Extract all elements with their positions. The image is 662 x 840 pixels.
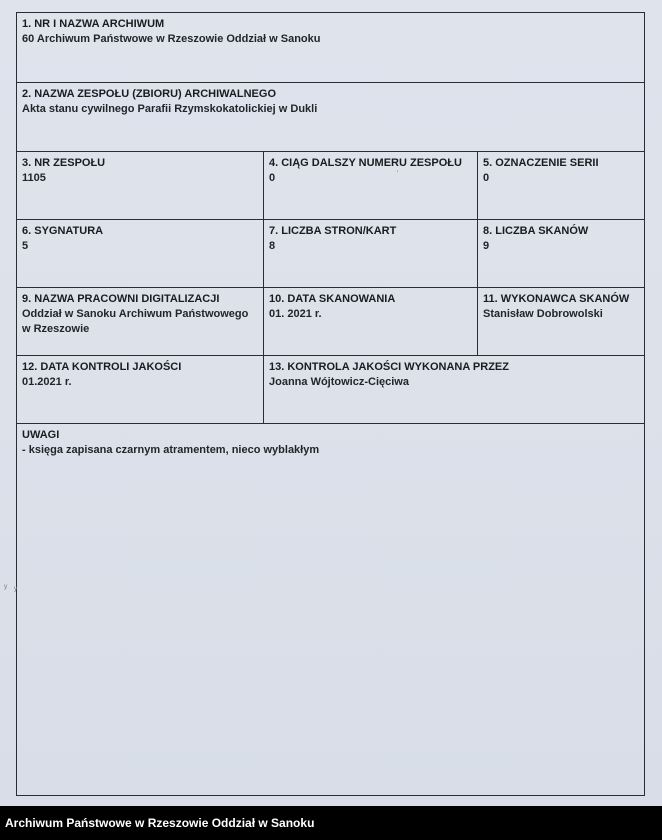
footer-bar	[0, 806, 662, 840]
scan-count-value: 9	[483, 240, 490, 252]
qc-by-cell	[263, 355, 645, 424]
archive-label: 1. NR I NAZWA ARCHIWUM	[22, 18, 165, 30]
qc-date-value: 01.2021 r.	[22, 376, 72, 388]
series-cell	[477, 151, 645, 220]
scan-operator-label: 11. WYKONAWCA SKANÓW	[483, 293, 630, 305]
signature-label: 6. SYGNATURA	[22, 225, 104, 237]
archive-cell	[16, 12, 645, 83]
scan-date-cell	[263, 287, 478, 356]
qc-by-value: Joanna Wójtowicz-Cięciwa	[269, 376, 409, 388]
notes-value: - księga zapisana czarnym atramentem, nieco wyblakłym	[22, 444, 320, 456]
footer-text: Archiwum Państwowe w Rzeszowie Oddział w Sanoku	[5, 816, 315, 830]
scan-operator-cell	[477, 287, 645, 356]
fonds-number-continuation-cell	[263, 151, 478, 220]
digitization-lab-value: Oddział w Sanoku Archiwum Państwowego w Rzeszowie	[22, 308, 249, 335]
notes-cell	[16, 423, 645, 796]
digitization-lab-cell	[16, 287, 264, 356]
fonds-number-continuation-label: 4. CIĄG DALSZY NUMERU ZESPOŁU	[269, 157, 462, 169]
scan-count-cell	[477, 219, 645, 288]
fonds-name-cell	[16, 82, 645, 152]
fonds-number-cell	[16, 151, 264, 220]
qc-by-label: 13. KONTROLA JAKOŚCI WYKONANA PRZEZ	[269, 361, 509, 373]
qc-date-label: 12. DATA KONTROLI JAKOŚCI	[22, 361, 182, 373]
scan-count-label: 8. LICZBA SKANÓW	[483, 225, 589, 237]
page-count-cell	[263, 219, 478, 288]
scan-date-value: 01. 2021 r.	[269, 308, 322, 320]
notes-label: UWAGI	[22, 429, 60, 441]
signature-cell	[16, 219, 264, 288]
fonds-number-label: 3. NR ZESPOŁU	[22, 157, 106, 169]
scan-operator-value: Stanisław Dobrowolski	[483, 308, 603, 320]
page-count-value: 8	[269, 240, 276, 252]
page-count-label: 7. LICZBA STRON/KART	[269, 225, 397, 237]
fonds-name-value: Akta stanu cywilnego Parafii Rzymskokatolickiej w Dukli	[22, 103, 318, 115]
series-label: 5. OZNACZENIE SERII	[483, 157, 599, 169]
digitization-lab-label: 9. NAZWA PRACOWNI DIGITALIZACJI	[22, 293, 220, 305]
qc-date-cell	[16, 355, 264, 424]
scan-speck: ˈ	[396, 170, 400, 181]
fonds-number-continuation-value: 0	[269, 172, 276, 184]
scan-speck: ʸ	[4, 583, 8, 594]
scan-speck: ʸ	[14, 585, 18, 596]
signature-value: 5	[22, 240, 29, 252]
fonds-number-value: 1105	[22, 172, 46, 184]
scan-date-label: 10. DATA SKANOWANIA	[269, 293, 396, 305]
archive-value: 60 Archiwum Państwowe w Rzeszowie Oddział w Sanoku	[22, 33, 321, 45]
series-value: 0	[483, 172, 490, 184]
fonds-name-label: 2. NAZWA ZESPOŁU (ZBIORU) ARCHIWALNEGO	[22, 88, 277, 100]
